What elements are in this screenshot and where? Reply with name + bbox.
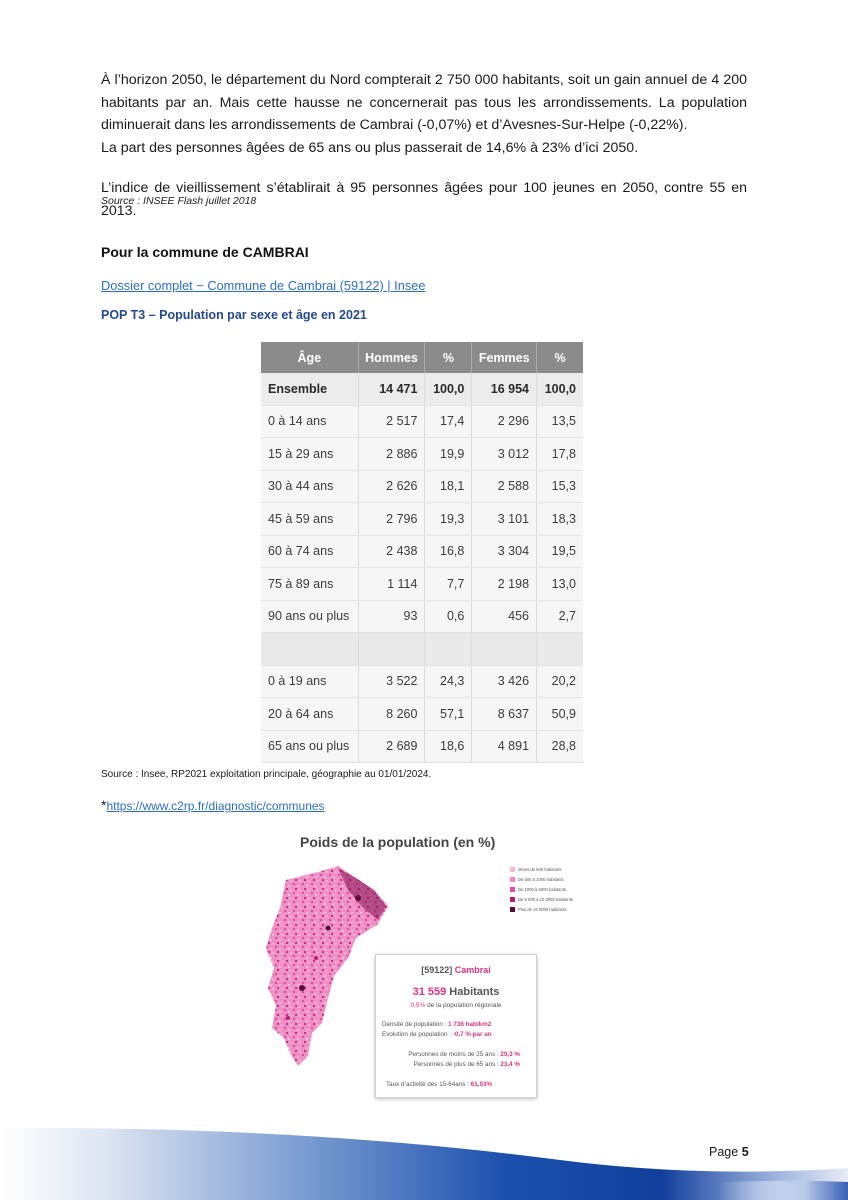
value-cell: 3 522 [358,665,425,698]
value-cell [472,633,537,666]
card-activity-label: Taux d’activité des 15-64ans : [386,1081,469,1088]
value-cell: 19,3 [425,503,472,536]
value-cell: 2 438 [358,535,425,568]
value-cell: 50,9 [537,698,583,731]
page-label: Page [709,1145,739,1159]
population-map-figure [238,828,608,1100]
value-cell: 16,8 [425,535,472,568]
value-cell: 2 796 [358,503,425,536]
population-table [261,342,583,763]
value-cell: 100,0 [537,373,583,405]
card-regional-share [376,1002,536,1009]
legend-label: De 1000 à 5000 habitants [518,886,566,892]
table-row [261,730,583,763]
table-row [261,600,583,633]
intro-paragraph [101,69,747,159]
card-density [382,1021,530,1028]
card-under25 [380,1051,520,1058]
value-cell: 16 954 [472,373,537,405]
page-number [709,1145,749,1159]
map-city-dot [286,1016,290,1020]
table-header-row [261,342,583,373]
legend-label: Plus de 10 0000 habitants [518,906,567,912]
value-cell [537,633,583,666]
value-cell: 3 426 [472,665,537,698]
row-label-cell: 75 à 89 ans [261,568,358,601]
legend-item [510,874,573,884]
value-cell: 2 588 [472,470,537,503]
card-population-value: 31 559 [412,986,447,998]
value-cell: 2 626 [358,470,425,503]
value-cell: 7,7 [425,568,472,601]
card-evolution-label: Evolution de population : [382,1031,451,1038]
card-under25-value: 29,3 % [500,1051,520,1058]
card-commune-code: [59122] [421,965,453,975]
value-cell: 2 198 [472,568,537,601]
legend-swatch [510,887,515,892]
value-cell: 15,3 [537,470,583,503]
row-label-cell: Ensemble [261,373,358,405]
table-header-cell: Femmes [472,342,537,373]
card-share-label: de la population régionale [427,1002,502,1009]
value-cell: 0,6 [425,600,472,633]
card-over65-label: Personnes de plus de 65 ans : [413,1061,499,1068]
row-label-cell: 0 à 14 ans [261,405,358,438]
value-cell [425,633,472,666]
map-title: Poids de la population (en %) [300,834,496,850]
table-row [261,633,583,666]
c2rp-reference [101,797,325,813]
value-cell: 28,8 [537,730,583,763]
card-over65-value: 23,4 % [500,1061,520,1068]
table-header-cell: Âge [261,342,358,373]
table-row [261,535,583,568]
value-cell: 2 886 [358,438,425,471]
row-label-cell: 20 à 64 ans [261,698,358,731]
value-cell: 4 891 [472,730,537,763]
legend-item [510,904,573,914]
value-cell: 19,9 [425,438,472,471]
intro-paragraph-65plus: La part des personnes âgées de 65 ans ou plus passerait de 14,6% à 23% d’ici 2050. [101,139,639,156]
row-label-cell: 15 à 29 ans [261,438,358,471]
insee-flash-source: Source : INSEE Flash juillet 2018 [101,195,257,207]
table-row [261,698,583,731]
legend-item [510,894,573,904]
card-activity [386,1081,534,1088]
legend-label: Moins de 500 habitants [518,866,562,872]
value-cell: 2 517 [358,405,425,438]
value-cell: 13,5 [537,405,583,438]
card-over65 [380,1061,520,1068]
value-cell: 100,0 [425,373,472,405]
value-cell: 19,5 [537,535,583,568]
value-cell: 3 101 [472,503,537,536]
value-cell: 2,7 [537,600,583,633]
value-cell: 8 637 [472,698,537,731]
value-cell: 3 012 [472,438,537,471]
table-source-note: Source : Insee, RP2021 exploitation principale, géographie au 01/01/2024. [101,769,432,780]
value-cell: 14 471 [358,373,425,405]
card-code-line [376,965,536,975]
row-label-cell: 45 à 59 ans [261,503,358,536]
card-under25-label: Personnes de moins de 25 ans : [408,1051,499,1058]
card-population [376,986,536,998]
table-row [261,373,583,405]
table-row [261,665,583,698]
legend-swatch [510,907,515,912]
asterisk: * [101,797,107,813]
value-cell: 57,1 [425,698,472,731]
legend-item [510,864,573,874]
table-row [261,405,583,438]
value-cell: 17,8 [537,438,583,471]
table-header-cell: % [537,342,583,373]
legend-label: De 500 à 1000 habitants [518,876,564,882]
map-city-dot [355,895,361,901]
row-label-cell: 65 ans ou plus [261,730,358,763]
value-cell: 2 296 [472,405,537,438]
legend-swatch [510,897,515,902]
row-label-cell: 90 ans ou plus [261,600,358,633]
dossier-complet-link[interactable]: Dossier complet − Commune de Cambrai (59122) | Insee [101,278,426,293]
map-city-dot [299,985,305,991]
table-header-cell: % [425,342,472,373]
row-label-cell [261,633,358,666]
legend-label: De 5 000 à 10 0000 habitants [518,896,573,902]
value-cell: 1 114 [358,568,425,601]
value-cell: 17,4 [425,405,472,438]
section-title: Pour la commune de CAMBRAI [101,244,309,260]
card-evolution [382,1031,530,1038]
card-population-unit: Habitants [449,986,500,998]
card-city-name: Cambrai [454,965,491,975]
map-legend [510,864,573,914]
card-activity-value: 61,03% [470,1081,493,1088]
value-cell: 2 689 [358,730,425,763]
value-cell: 20,2 [537,665,583,698]
table-row [261,568,583,601]
value-cell: 18,6 [425,730,472,763]
value-cell: 456 [472,600,537,633]
cambrai-info-card [375,954,537,1098]
row-label-cell: 60 à 74 ans [261,535,358,568]
c2rp-link[interactable]: https://www.c2rp.fr/diagnostic/communes [106,799,325,813]
legend-item [510,884,573,894]
value-cell: 8 260 [358,698,425,731]
table-title: POP T3 – Population par sexe et âge en 2021 [101,308,367,322]
card-evolution-value: -0,7 % par an [452,1031,492,1038]
value-cell: 18,1 [425,470,472,503]
value-cell: 24,3 [425,665,472,698]
page-number-value: 5 [741,1145,749,1159]
table-header-cell: Hommes [358,342,425,373]
intro-paragraph-text: À l’horizon 2050, le département du Nord compterait 2 750 000 habitants, soit un gain annuel de 4 200 habitants par an. Mais cette hausse ne concernerait pas tous les arrondissements. La population diminuerait dans les arrondissements de Cambrai (-0,07%) et d’Avesnes-Sur-Helpe (-0,22%). [101,72,747,133]
card-density-label: Densité de population : [382,1021,447,1028]
row-label-cell: 30 à 44 ans [261,470,358,503]
footer-decoration [0,1120,848,1200]
map-city-dot [314,956,318,960]
value-cell: 18,3 [537,503,583,536]
card-share-value: 0,5% [410,1002,426,1009]
table-row [261,470,583,503]
map-city-dot [326,926,331,931]
legend-swatch [510,877,515,882]
card-density-value: 1 736 hab/km2 [448,1021,492,1028]
legend-swatch [510,867,515,872]
row-label-cell: 0 à 19 ans [261,665,358,698]
table-row [261,438,583,471]
aging-index-paragraph: L’indice de vieillissement s’établirait à 95 personnes âgées pour 100 jeunes en 2050, contre 55 en 2013. [101,180,747,219]
value-cell: 13,0 [537,568,583,601]
value-cell: 93 [358,600,425,633]
value-cell [358,633,425,666]
value-cell: 3 304 [472,535,537,568]
table-row [261,503,583,536]
